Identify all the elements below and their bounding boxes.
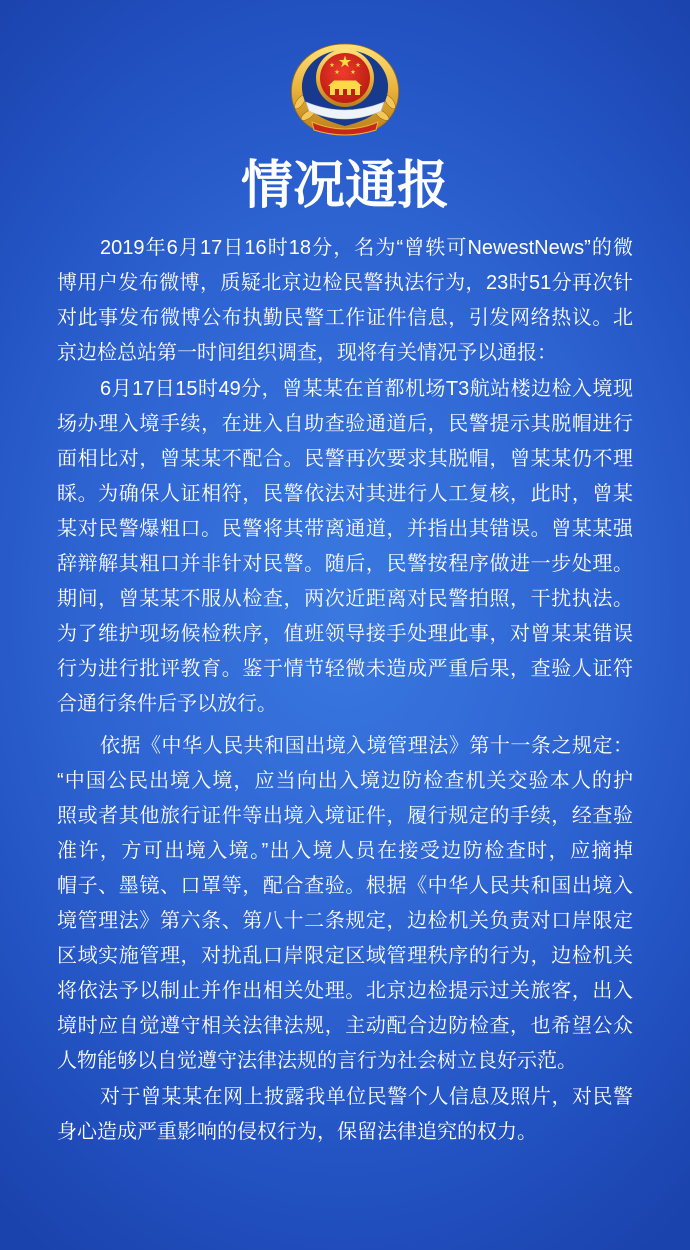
text-line: 场办理入境手续，在进入自助查验通道后，民警提示其脱帽进行	[57, 413, 633, 435]
text-line: 京边检总站第一时间组织调查，现将有关情况予以通报：	[57, 342, 557, 364]
text-line: 身心造成严重影响的侵权行为，保留法律追究的权力。	[57, 1121, 537, 1143]
text-line: 人物能够以自觉遵守法律法规的言行为社会树立良好示范。	[57, 1050, 577, 1072]
tiananmen-gate	[343, 89, 347, 95]
text-line: 行为进行批评教育。鉴于情节轻微未造成严重后果，查验人证符	[57, 658, 633, 680]
text-line: 境时应自觉遵守相关法律法规，主动配合边防检查，也希望公众	[57, 1015, 633, 1037]
text-line: 期间，曾某某不服从检查，两次近距离对民警拍照，干扰执法。	[57, 588, 633, 610]
text-line: 对此事发布微博公布执勤民警工作证件信息，引发网络热议。北	[57, 307, 633, 329]
text-line: 境管理法》第六条、第八十二条规定，边检机关负责对口岸限定	[57, 910, 633, 932]
text-line: 依据《中华人民共和国出境入境管理法》第十一条之规定：	[100, 735, 633, 757]
text-line: 将依法予以制止并作出相关处理。北京边检提示过关旅客，出入	[57, 980, 633, 1002]
text-line: 睬。为确保人证相符，民警依法对其进行人工复核，此时，曾某	[57, 483, 633, 505]
text-line: 辞辩解其粗口并非针对民警。随后，民警按程序做进一步处理。	[57, 553, 633, 575]
tiananmen-roof	[328, 81, 362, 87]
text-line: 面相比对，曾某某不配合。民警再次要求其脱帽，曾某某仍不理	[57, 448, 633, 470]
paragraph-2	[57, 372, 633, 722]
text-line: 博用户发布微博，质疑北京边检民警执法行为，23时51分再次针	[57, 272, 633, 294]
notice-body	[57, 231, 633, 1150]
text-line: 帽子、墨镜、口罩等，配合查验。根据《中华人民共和国出境入	[57, 875, 633, 897]
text-line: 区域实施管理，对扰乱口岸限定区域管理秩序的行为，边检机关	[57, 945, 633, 967]
text-line: “中国公民出境入境，应当向出入境边防检查机关交验本人的护	[57, 770, 633, 792]
text-line: 2019年6月17日16时18分，名为“曾轶可NewestNews”的微	[100, 237, 633, 259]
text-line: 照或者其他旅行证件等出境入境证件，履行规定的手续，经查验	[57, 805, 633, 827]
notice-title: 情况通报	[240, 155, 449, 216]
tiananmen-gate	[335, 89, 339, 95]
police-emblem-icon	[288, 42, 402, 136]
tiananmen-gate	[351, 89, 355, 95]
paragraph-4	[57, 1080, 633, 1150]
text-line: 合通行条件后予以放行。	[57, 693, 277, 715]
paragraph-1	[57, 231, 633, 371]
text-line: 某对民警爆粗口。民警将其带离通道，并指出其错误。曾某某强	[57, 518, 633, 540]
text-line: 准许，方可出境入境。”出入境人员在接受边防检查时，应摘掉	[57, 840, 633, 862]
paragraph-3	[57, 729, 633, 1079]
text-line: 6月17日15时49分，曾某某在首都机场T3航站楼边检入境现	[100, 378, 633, 400]
text-line: 对于曾某某在网上披露我单位民警个人信息及照片，对民警	[100, 1086, 633, 1108]
text-line: 为了维护现场候检秩序，值班领导接手处理此事，对曾某某错误	[57, 623, 633, 645]
